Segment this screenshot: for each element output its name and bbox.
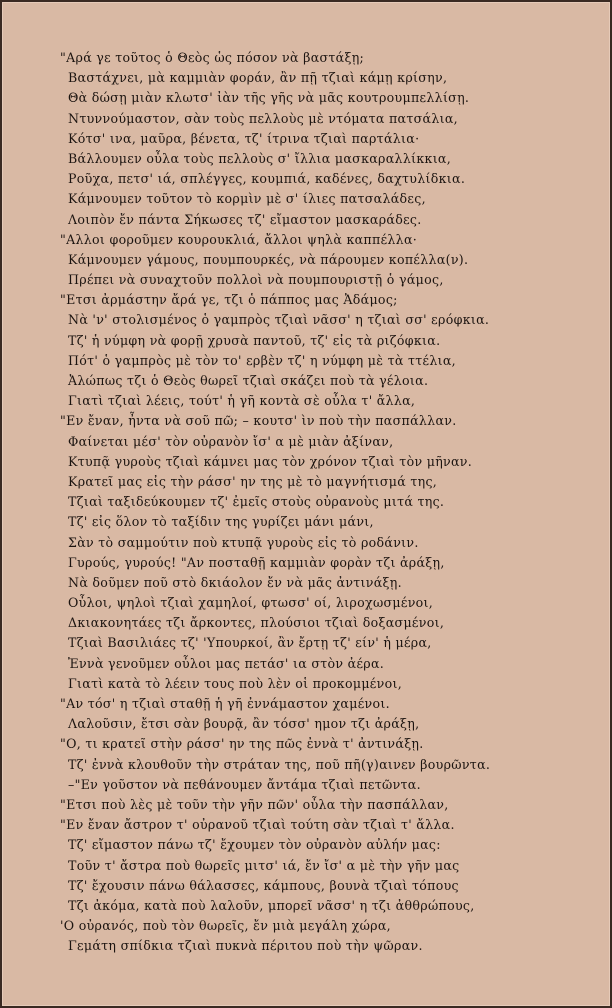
poem-line: "Εν ἔναν ἄστρον τ' οὐρανοῦ τζιαὶ τούτη σὰν τζιαὶ τ' ἄλλα. (60, 817, 455, 833)
poem-line: Γιατὶ κατὰ τὸ λέειν τους ποὺ λὲν οἱ προκομμένοι, (68, 675, 403, 691)
poem-line: Λαλοῦσιν, ἔτσι σὰν βουρᾷ, ἂν τόσσ' ημον τζι ἀράξῃ, (68, 716, 420, 732)
poem-line: "Εν ἔναν, ἦντα νὰ σοῦ πῶ; – κουτσ' ὶν ποὺ τὴν πασπάλλαν. (60, 413, 457, 429)
poem-line: Κότσ' ινα, μαῦρα, βένετα, τζ' ίτρινα τζιαὶ παρτάλια· (68, 130, 420, 146)
poem-line: Κτυπᾷ γυροὺς τζιαὶ κάμνει μας τὸν χρόνον τζιαὶ τὸν μῆναν. (68, 453, 473, 469)
poem-line: Κάμνουμεν γάμους, πουμπουρκές, νὰ πάρουμεν κοπέλλα(ν). (68, 251, 469, 267)
poem-line: Τζ' ἡ νύμφη νὰ φορῇ χρυσὰ παντοῦ, τζ' εἰς τὰ ριζόφκια. (68, 332, 441, 348)
poem-line: Ἐννὰ γενοῦμεν οὖλοι μας πετάσ' ια στὸν ἀέρα. (68, 655, 385, 671)
poem-text (60, 48, 590, 956)
poem-line: Νὰ δοῦμεν ποῦ στὸ δκιάολον ἔν νὰ μᾶς ἀντινάξῃ. (68, 574, 402, 590)
poem-line: Πρέπει νὰ συναχτοῦν πολλοὶ νὰ πουμπουριστῇ ὁ γάμος, (68, 272, 444, 288)
poem-line: "Αρά γε τοῦτος ὁ Θεὸς ὡς πόσον νὰ βαστάξῃ; (60, 50, 365, 65)
poem-line: Ροῦχα, πετσ' ιά, σπλέγγες, κουμπιά, καδένες, δαχτυλίδκια. (68, 171, 466, 187)
poem-line: Τοῦν τ' ἄστρα ποὺ θωρεῖς μιτσ' ιά, ἔν ἴσ' α μὲ τὴν γῆν μας (68, 857, 460, 873)
poem-line: Θὰ δώσῃ μιὰν κλωτσ' ἰὰν τῆς γῆς νὰ μᾶς κουτρουμπελλίσῃ. (68, 90, 470, 106)
poem-line: Ἀλώπως τζι ὁ Θεὸς θωρεῖ τζιαὶ σκάζει ποὺ τὰ γέλοια. (68, 373, 429, 388)
poem-line: "Ετσι ἀρμάστην ἄρά γε, τζι ὁ πάππος μας Ἀδάμος; (60, 292, 398, 308)
poem-line: Τζι ἀκόμα, κατὰ ποὺ λαλοῦν, μπορεῖ νᾶσσ' η τζι ἀθθρώπους, (68, 897, 475, 913)
poem-line: Τζ' ἐννὰ κλουθοῦν τὴν στράταν της, ποῦ πῆ(γ)αινεν βουρῶντα. (68, 756, 491, 772)
poem-line: Τζιαὶ Βασιλιάες τζ' 'Υπουρκοί, ἂν ἔρτῃ τζ' είν' ἡ μέρα, (68, 635, 432, 651)
poem-line: Γιατὶ τζιαὶ λέεις, τούτ' ἡ γῆ κοντὰ σὲ οὖλα τ' ἄλλα, (68, 393, 416, 409)
poem-line: Λοιπὸν ἔν πάντα Σήκωσες τζ' εἴμαστον μασκαράδες. (68, 211, 422, 227)
poem-line: "Αλλοι φοροῦμεν κουρουκλιά, ἄλλοι ψηλὰ καππέλλα· (60, 231, 418, 247)
poem-line: Πότ' ὁ γαμπρὸς μὲ τὸν το' ερβὲν τζ' η νύμφη μὲ τὰ ττέλια, (68, 352, 456, 368)
poem-line: Τζ' ἔχουσιν πάνω θάλασσες, κάμπους, βουνὰ τζιαὶ τόπους (68, 877, 459, 893)
poem-line: Τζιαὶ ταξιδεύκουμεν τζ' ἐμεῖς στοὺς οὐρανοὺς μιτά της. (68, 494, 445, 510)
poem-line: Γεμάτη σπίδκια τζιαὶ πυκνὰ πέριτου ποὺ τὴν ψῶραν. (68, 938, 423, 954)
poem-line: Τζ' εἴμαστον πάνω τζ' ἔχουμεν τὸν οὐρανὸν αὐλήν μας: (68, 837, 441, 853)
poem-line: –"Εν γοῦστον νὰ πεθάνουμεν ἄντάμα τζιαὶ πετῶντα. (68, 776, 421, 792)
poem-line: "Ο, τι κρατεῖ στὴν ράσσ' ην της πῶς ἐννὰ τ' ἀντινάξῃ. (60, 736, 424, 752)
poem-line: Σὰν τὸ σαμμούτιν ποὺ κτυπᾷ γυροὺς εἰς τὸ ροδάνιν. (68, 534, 419, 550)
poem-line: Κρατεῖ μας εἰς τὴν ράσσ' ην της μὲ τὸ μαγνήτισμά της, (68, 473, 438, 489)
poem-line: Κάμνουμεν τοῦτον τὸ κορμὶν μὲ σ' ίλιες πατσαλάδες, (68, 191, 426, 207)
poem-line: "Αν τόσ' η τζιαὶ σταθῇ ἡ γῆ ἐννάμαστον χαμένοι. (60, 696, 390, 711)
poem-line: 'Ο οὐρανός, ποὺ τὸν θωρεῖς, ἔν μιὰ μεγάλη χώρα, (60, 918, 391, 934)
poem-line: Γυρούς, γυρούς! "Αν ποσταθῇ καμμιὰν φορὰν τζι ἀράξῃ, (68, 554, 445, 570)
poem-line: Δκιακονητάες τζι ἄρκοντες, πλούσιοι τζιαὶ δοξασμένοι, (68, 615, 445, 631)
poem-line: Οὖλοι, ψηλοὶ τζιαὶ χαμηλοί, φτωσσ' οί, λιροχωσμένοι, (68, 595, 434, 611)
poem-line: Φαίνεται μέσ' τὸν οὐρανὸν ἴσ' α μὲ μιὰν ἀξίναν, (68, 433, 394, 449)
poem-line: Τζ' εἰς ὅλον τὸ ταξίδιν της γυρίζει μάνι μάνι, (68, 514, 374, 530)
poem-line: Νὰ 'ν' στολισμένος ὁ γαμπρὸς τζιαὶ νᾶσσ' η τζιαὶ σσ' ερόφκια. (68, 312, 490, 328)
poem-line: Βαστάχνει, μὰ καμμιὰν φοράν, ἂν πῇ τζιαὶ κάμῃ κρίσην, (68, 70, 448, 86)
poem-line: "Ετσι ποὺ λὲς μὲ τοῦν τὴν γῆν πῶν' οὖλα τὴν πασπάλλαν, (60, 796, 449, 812)
poem-line: Ντυννούμαστον, σὰν τοὺς πελλοὺς μὲ ντόματα πατσάλια, (68, 110, 458, 126)
poem-line: Βάλλουμεν οὖλα τοὺς πελλοὺς σ' ἴλλια μασκαραλλίκκια, (68, 150, 452, 166)
